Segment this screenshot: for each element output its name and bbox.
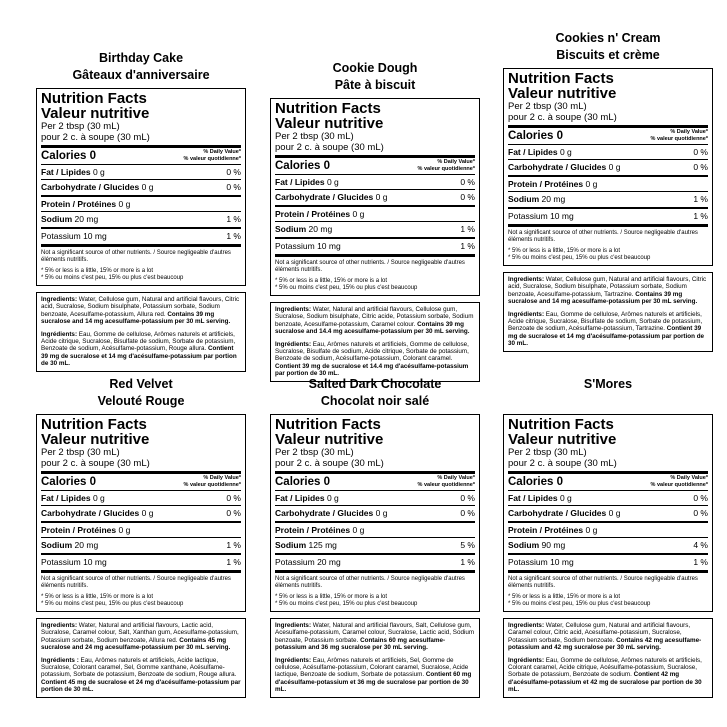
divider-thick: [275, 254, 475, 257]
calories-label: Calories 0: [275, 476, 330, 488]
ingredients-box: [503, 272, 713, 352]
footnote-en: * 5% or less is a little, 15% or more is a lot: [275, 594, 388, 600]
divider-thick: [41, 195, 241, 197]
product-card: [503, 376, 713, 698]
ingredients-en: Ingredients: Water, Natural and artificial flavours, Salt, Cellulose gum, Acesulfame-potassium, Caramel colour, Sucralose, Lactic acid, Sodium benzoate, Potassium sorbate. Contains 60 mg acesulfame-potassium and 36 mg sucralose per 30 mL serving.: [275, 622, 475, 652]
product-name-fr: [503, 393, 713, 410]
fat-row: [508, 492, 708, 504]
divider-thick: [275, 237, 475, 239]
divider: [275, 221, 475, 222]
insignificant-note: Not a significant source of other nutrients. / Source negligeable d'autres éléments nutritifs.: [275, 576, 465, 589]
divider: [275, 174, 475, 175]
daily-value-fr: % valeur quotidienne*: [650, 135, 708, 142]
ingredients-box: [36, 618, 246, 698]
nutrition-facts-table: [503, 68, 713, 266]
carb-dv: 0 %: [460, 508, 475, 518]
calories-row: [275, 159, 475, 173]
divider: [275, 189, 475, 190]
sodium-dv: 1 %: [460, 224, 475, 234]
product-card: [270, 376, 480, 698]
divider-thick: [275, 471, 475, 474]
serving-size-fr: pour 2 c. à soupe (30 mL): [508, 112, 617, 123]
divider-thick: [508, 471, 708, 474]
ingredients-box: [270, 302, 480, 382]
sodium-row: [508, 193, 708, 205]
fat-row: [41, 492, 241, 504]
valeur-nutritive-heading: Valeur nutritive: [508, 85, 617, 102]
carb-row: [41, 181, 241, 193]
insignificant-note: Not a significant source of other nutrients. / Source negligeable d'autres éléments nutritifs.: [41, 576, 231, 589]
divider: [41, 211, 241, 212]
protein-label: Protein / Protéines 0 g: [41, 199, 131, 209]
protein-row: [275, 524, 475, 536]
daily-value-heading: [651, 129, 708, 142]
serving-size-fr: pour 2 c. à soupe (30 mL): [41, 132, 150, 143]
fat-dv: 0 %: [460, 493, 475, 503]
product-name-en: Birthday Cake: [98, 51, 184, 65]
nutrition-facts-heading: Nutrition Facts: [275, 100, 381, 117]
nutrition-facts-table: [270, 98, 480, 296]
valeur-nutritive-heading: Valeur nutritive: [41, 431, 150, 448]
divider-thick: [41, 227, 241, 229]
fat-dv: 0 %: [226, 167, 241, 177]
footnote-en: * 5% or less is a little, 15% or more is a lot: [41, 594, 154, 600]
divider-thick: [508, 521, 708, 523]
carb-row: [508, 161, 708, 173]
sodium-label: Sodium 20 mg: [275, 224, 333, 234]
serving-size-en: Per 2 tbsp (30 mL): [41, 121, 120, 132]
daily-value-en: % Daily Value*: [437, 159, 475, 165]
divider-thick: [508, 175, 708, 177]
potassium-dv: 1 %: [693, 557, 708, 567]
divider-thick: [41, 471, 241, 474]
fat-row: [508, 146, 708, 158]
divider-thick: [508, 125, 708, 128]
daily-value-fr: % valeur quotidienne*: [417, 481, 475, 488]
potassium-dv: 1 %: [226, 231, 241, 241]
daily-value-en: % Daily Value*: [670, 475, 708, 481]
ingredients-fr: Ingrédients: Eau, Arômes naturels et artificiels, Gomme de cellulose, Sucralose, Bisulfate de sodium, Acide citrique, Sorbate de potassium, Benzoate de sodium, Acésulfame-potassium, Colorant caramel. Contient 39 mg de sucralose et 14.4 mg d'acésulfame-potassium par portion de 30 mL.: [275, 340, 469, 378]
product-name-en: Salted Dark Chocolate: [308, 377, 442, 391]
protein-row: [508, 178, 708, 190]
sodium-label: Sodium 20 mg: [41, 214, 99, 224]
valeur-nutritive-heading: Valeur nutritive: [275, 431, 384, 448]
daily-value-en: % Daily Value*: [203, 475, 241, 481]
sodium-row: [41, 539, 241, 551]
fat-dv: 0 %: [226, 493, 241, 503]
divider: [41, 164, 241, 165]
fat-label: Fat / Lipides 0 g: [41, 167, 105, 177]
footnote-en: * 5% or less is a little, 15% or more is a lot: [275, 278, 388, 284]
carb-row: [41, 507, 241, 519]
sodium-label: Sodium 20 mg: [508, 194, 566, 204]
carb-dv: 0 %: [693, 508, 708, 518]
protein-label: Protein / Protéines 0 g: [275, 209, 365, 219]
potassium-label: Potassium 10 mg: [275, 241, 341, 251]
footnote-fr: * 5% ou moins c'est peu, 15% ou plus c'est beaucoup: [508, 601, 651, 607]
nutrition-facts-table: [36, 414, 246, 612]
divider: [41, 490, 241, 491]
sodium-dv: 1 %: [693, 194, 708, 204]
carb-label: Carbohydrate / Glucides 0 g: [275, 508, 388, 518]
serving-size-fr: pour 2 c. à soupe (30 mL): [508, 458, 617, 469]
potassium-row: [41, 556, 241, 568]
fat-dv: 0 %: [693, 493, 708, 503]
divider: [41, 537, 241, 538]
carb-label: Carbohydrate / Glucides 0 g: [41, 182, 154, 192]
serving-size-en: Per 2 tbsp (30 mL): [41, 447, 120, 458]
divider-thick: [508, 207, 708, 209]
potassium-dv: 1 %: [460, 557, 475, 567]
potassium-label: Potassium 10 mg: [41, 231, 107, 241]
fat-label: Fat / Lipides 0 g: [508, 493, 572, 503]
footnote-fr: * 5% ou moins c'est peu, 15% ou plus c'est beaucoup: [275, 285, 418, 291]
nutrition-facts-heading: Nutrition Facts: [275, 416, 381, 433]
insignificant-note: Not a significant source of other nutrients. / Source negligeable d'autres éléments nutritifs.: [275, 260, 465, 273]
divider-thick: [41, 553, 241, 555]
daily-value-heading: [184, 149, 241, 162]
product-name-en: S'Mores: [583, 377, 633, 391]
fat-dv: 0 %: [460, 177, 475, 187]
potassium-label: Potassium 10 mg: [41, 557, 107, 567]
calories-row: [275, 475, 475, 489]
footnote-fr: * 5% ou moins c'est peu, 15% ou plus c'est beaucoup: [508, 255, 651, 261]
serving-size-en: Per 2 tbsp (30 mL): [508, 101, 587, 112]
carb-dv: 0 %: [226, 508, 241, 518]
carb-dv: 0 %: [693, 162, 708, 172]
calories-row: [508, 475, 708, 489]
calories-row: [41, 475, 241, 489]
calories-row: [41, 149, 241, 163]
sodium-dv: 1 %: [226, 540, 241, 550]
calories-label: Calories 0: [508, 130, 563, 142]
daily-value-heading: [418, 475, 475, 488]
ingredients-en: Ingredients: Water, Cellulose gum, Natural and artificial flavours, Citric acid, Sucralose, Sodium bisulphate, Potassium sorbate, Sodium benzoate, Acesulfame-potassium, Tartrazine. Contains 39 mg sucralose and 14 mg acesulfame-potassium per 30 mL serving.: [508, 276, 707, 306]
carb-dv: 0 %: [226, 182, 241, 192]
divider-thick: [508, 553, 708, 555]
calories-label: Calories 0: [508, 476, 563, 488]
potassium-dv: 1 %: [693, 211, 708, 221]
sodium-row: [275, 223, 475, 235]
divider-thick: [41, 145, 241, 148]
serving-size-en: Per 2 tbsp (30 mL): [508, 447, 587, 458]
nutrition-facts-heading: Nutrition Facts: [41, 416, 147, 433]
fat-row: [275, 492, 475, 504]
insignificant-note: Not a significant source of other nutrients. / Source negligeable d'autres éléments nutritifs.: [41, 250, 231, 263]
daily-value-fr: % valeur quotidienne*: [650, 481, 708, 488]
ingredients-fr: Ingrédients: Eau, Gomme de cellulose, Arômes naturels et artificiels, Acide citrique, Sucralose, Bisulfate de sodium, Sorbate de potassium, Benzoate de sodium, Acésulfame-potassium, Tartrazine. Contient 39 mg de sucralose et 14 mg d'acésulfame-potassium par portion de 30 mL.: [508, 310, 705, 348]
fat-label: Fat / Lipides 0 g: [41, 493, 105, 503]
nutrition-facts-table: [36, 88, 246, 286]
footnote-fr: * 5% ou moins c'est peu, 15% ou plus c'est beaucoup: [41, 275, 184, 281]
divider: [41, 179, 241, 180]
valeur-nutritive-heading: Valeur nutritive: [41, 105, 150, 122]
product-card: [503, 30, 713, 352]
protein-row: [508, 524, 708, 536]
ingredients-en: Ingredients: Water, Natural and artificial flavours, Lactic acid, Sucralose, Caramel colour, Salt, Xanthan gum, Acesulfame-potassium, Potassium sorbate, Sodium benzoate, Allura red. Contains 45 mg sucralose and 24 mg acesulfame-potassium per 30 mL serving.: [41, 622, 239, 652]
product-name-en: Cookies n' Cream: [555, 31, 661, 45]
sodium-dv: 5 %: [460, 540, 475, 550]
protein-row: [41, 198, 241, 210]
footnote-en: * 5% or less is a little, 15% or more is a lot: [508, 248, 621, 254]
carb-label: Carbohydrate / Glucides 0 g: [508, 508, 621, 518]
protein-row: [41, 524, 241, 536]
sodium-label: Sodium 20 mg: [41, 540, 99, 550]
serving-size-fr: pour 2 c. à soupe (30 mL): [275, 142, 384, 153]
divider: [508, 144, 708, 145]
daily-value-heading: [184, 475, 241, 488]
daily-value-heading: [418, 159, 475, 172]
sodium-row: [275, 539, 475, 551]
potassium-label: Potassium 10 mg: [508, 557, 574, 567]
sodium-dv: 1 %: [226, 214, 241, 224]
ingredients-box: [503, 618, 713, 698]
ingredients-fr: Ingrédients: Eau, Gomme de cellulose, Arômes naturels et artificiels, Colorant caramel, Acide citrique, Acésulfame-potassium, Sucralose, Sorbate de potassium, Benzoate de sodium. Contient 42 mg d'acésulfame-potassium et 42 mg de sucralose par portion de 30 mL.: [508, 656, 702, 694]
nutrition-facts-heading: Nutrition Facts: [508, 416, 614, 433]
divider-thick: [275, 155, 475, 158]
nutrition-facts-heading: Nutrition Facts: [41, 90, 147, 107]
product-name-fr: Biscuits et crème: [556, 48, 660, 62]
daily-value-en: % Daily Value*: [670, 129, 708, 135]
divider: [41, 505, 241, 506]
sodium-label: Sodium 125 mg: [275, 540, 337, 550]
divider-thick: [508, 224, 708, 227]
sodium-label: Sodium 90 mg: [508, 540, 566, 550]
valeur-nutritive-heading: Valeur nutritive: [275, 115, 384, 132]
ingredients-en: Ingredients: Water, Natural and artificial flavours, Cellulose gum, Sucralose, Sodium bisulphate, Citric acide, Potassium sorbate, Sodium benzoate, Acesulfame-potassium, Caramel colour. Contains 39 mg sucralose and 14.4 mg acesulfame-potassium per 30 mL serving.: [275, 306, 474, 336]
product-name-fr: Gâteaux d'anniversaire: [72, 68, 210, 82]
divider: [508, 505, 708, 506]
calories-label: Calories 0: [275, 160, 330, 172]
divider-thick: [275, 521, 475, 523]
daily-value-fr: % valeur quotidienne*: [417, 165, 475, 172]
ingredients-en: Ingredients: Water, Cellulose gum, Natural and artificial flavours, Caramel colour, Citric acid, Acesulfame-potassium, Sucralose, Potassium sorbate, Sodium benzoate. Contains 42 mg acesulfame-potassium and 42 mg sucralose per 30 mL serving.: [508, 622, 702, 652]
divider-thick: [275, 205, 475, 207]
serving-size-en: Per 2 tbsp (30 mL): [275, 131, 354, 142]
serving-size-fr: pour 2 c. à soupe (30 mL): [41, 458, 150, 469]
ingredients-box: [36, 292, 246, 372]
calories-label: Calories 0: [41, 150, 96, 162]
daily-value-en: % Daily Value*: [203, 149, 241, 155]
potassium-row: [41, 230, 241, 242]
fat-row: [41, 166, 241, 178]
serving-size-fr: pour 2 c. à soupe (30 mL): [275, 458, 384, 469]
protein-row: [275, 208, 475, 220]
carb-label: Carbohydrate / Glucides 0 g: [275, 192, 388, 202]
protein-label: Protein / Protéines 0 g: [275, 525, 365, 535]
divider-thick: [508, 570, 708, 573]
carb-dv: 0 %: [460, 192, 475, 202]
carb-label: Carbohydrate / Glucides 0 g: [41, 508, 154, 518]
potassium-row: [275, 556, 475, 568]
product-card: [36, 376, 246, 698]
carb-label: Carbohydrate / Glucides 0 g: [508, 162, 621, 172]
ingredients-fr: Ingrédients: Eau, Gomme de cellulose, Arômes naturels et artificiels, Acide citrique, Sucralose, Bisulfate de sodium, Sorbate de potassium, Benzoate de sodium, Acésulfame-potassium, Rouge allura. Contient 39 mg de sucralose et 14 mg d'acésulfame-potassium par portion de 30 mL.: [41, 330, 237, 368]
carb-row: [508, 507, 708, 519]
footnote-en: * 5% or less is a little, 15% or more is a lot: [508, 594, 621, 600]
product-name-en: Cookie Dough: [332, 61, 418, 75]
divider-thick: [275, 570, 475, 573]
product-name-fr: Velouté Rouge: [97, 394, 185, 408]
nutrition-facts-table: [503, 414, 713, 612]
ingredients-fr: Ingrédients: Eau, Arômes naturels et artificiels, Sel, Gomme de cellulose, Acésulfame-potassium, Colorant caramel, Sucralose, Acide lactique, Benzoate de sodium, Sorbate de potassium. Contient 60 mg d'acésulfame-potassium et 36 mg de sucralose par portion de 30 mL.: [275, 656, 472, 694]
product-card: [270, 60, 480, 382]
daily-value-fr: % valeur quotidienne*: [183, 481, 241, 488]
fat-row: [275, 176, 475, 188]
calories-row: [508, 129, 708, 143]
ingredients-en: Ingredients: Water, Cellulose gum, Natural and artificial flavours, Citric acid, Sucralose, Sodium bisulphate, Potassium sorbate, Sodium benzoate, Acesulfame-potassium, Allura red. Contains 39 mg sucralose and 14 mg acesulfame-potassium per 30 mL serving.: [41, 296, 240, 326]
potassium-row: [275, 240, 475, 252]
divider-thick: [275, 553, 475, 555]
protein-label: Protein / Protéines 0 g: [508, 525, 598, 535]
insignificant-note: Not a significant source of other nutrients. / Source negligeable d'autres éléments nutritifs.: [508, 230, 698, 243]
ingredients-fr: Ingrédients : Eau, Arômes naturels et artificiels, Acide lactique, Sucralose, Colorant caramel, Sel, Gomme xanthane, Acésulfame-potassium, Sorbate de potassium, Benzoate de sodium, Rouge allura. Contient 45 mg de sucralose et 24 mg d'acésulfame-potassium par portion de 30 mL.: [41, 656, 241, 694]
potassium-dv: 1 %: [226, 557, 241, 567]
fat-label: Fat / Lipides 0 g: [508, 147, 572, 157]
nutrition-facts-table: [270, 414, 480, 612]
insignificant-note: Not a significant source of other nutrients. / Source negligeable d'autres éléments nutritifs.: [508, 576, 698, 589]
divider: [508, 159, 708, 160]
product-name-fr: Pâte à biscuit: [334, 78, 416, 92]
footnote-en: * 5% or less is a little, 15% or more is a lot: [41, 268, 154, 274]
protein-label: Protein / Protéines 0 g: [508, 179, 598, 189]
valeur-nutritive-heading: Valeur nutritive: [508, 431, 617, 448]
sodium-dv: 4 %: [693, 540, 708, 550]
footnote-fr: * 5% ou moins c'est peu, 15% ou plus c'est beaucoup: [275, 601, 418, 607]
nutrition-facts-heading: Nutrition Facts: [508, 70, 614, 87]
product-name-en: Red Velvet: [109, 377, 173, 391]
product-card: [36, 50, 246, 372]
calories-label: Calories 0: [41, 476, 96, 488]
divider: [275, 537, 475, 538]
divider: [508, 490, 708, 491]
carb-row: [275, 507, 475, 519]
potassium-row: [508, 210, 708, 222]
daily-value-fr: % valeur quotidienne*: [183, 155, 241, 162]
fat-label: Fat / Lipides 0 g: [275, 493, 339, 503]
product-name-fr: Chocolat noir salé: [320, 394, 430, 408]
divider: [508, 191, 708, 192]
potassium-row: [508, 556, 708, 568]
divider-thick: [41, 521, 241, 523]
sodium-row: [41, 213, 241, 225]
fat-label: Fat / Lipides 0 g: [275, 177, 339, 187]
protein-label: Protein / Protéines 0 g: [41, 525, 131, 535]
fat-dv: 0 %: [693, 147, 708, 157]
ingredients-box: [270, 618, 480, 698]
potassium-dv: 1 %: [460, 241, 475, 251]
carb-row: [275, 191, 475, 203]
divider-thick: [41, 244, 241, 247]
potassium-label: Potassium 10 mg: [508, 211, 574, 221]
sodium-row: [508, 539, 708, 551]
daily-value-en: % Daily Value*: [437, 475, 475, 481]
divider: [275, 505, 475, 506]
potassium-label: Potassium 20 mg: [275, 557, 341, 567]
divider-thick: [41, 570, 241, 573]
serving-size-en: Per 2 tbsp (30 mL): [275, 447, 354, 458]
footnote-fr: * 5% ou moins c'est peu, 15% ou plus c'est beaucoup: [41, 601, 184, 607]
divider: [275, 490, 475, 491]
divider: [508, 537, 708, 538]
daily-value-heading: [651, 475, 708, 488]
